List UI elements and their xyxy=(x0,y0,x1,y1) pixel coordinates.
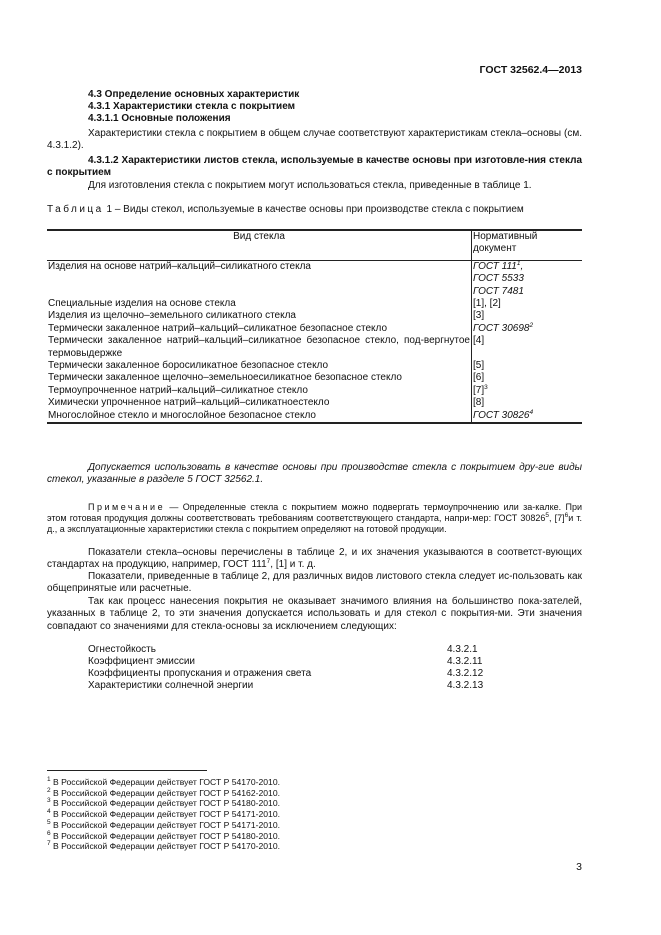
footnote-number: 7 xyxy=(47,840,51,848)
doc-ref: ГОСТ 30826 xyxy=(473,409,530,421)
doc-ref: [6] xyxy=(473,372,485,384)
note-paragraph xyxy=(47,502,582,535)
doc-footnote-ref: 4 xyxy=(529,408,534,416)
footnote-number: 3 xyxy=(47,797,51,805)
page-number: 3 xyxy=(576,861,582,873)
footnote-divider xyxy=(47,770,207,771)
para3-sup: 7 xyxy=(266,558,271,566)
doc-ref: [3] xyxy=(473,310,485,322)
exception-name: Огнестойкость xyxy=(88,644,156,655)
normative-doc-cell xyxy=(472,323,583,335)
normative-doc-cell: ГОСТ $111^1$, ГОСТ 5533 ГОСТ 7481 xyxy=(472,260,583,298)
footnote xyxy=(47,820,280,831)
normative-doc-cell xyxy=(472,372,583,384)
para3-text-a: Показатели стекла–основы перечислены в таблице 2, и их значения указываются в соответст-вующих стандартах на продукцию, например, ГОСТ 111 xyxy=(47,547,582,571)
doc-ref: ГОСТ 5533 xyxy=(473,273,524,285)
glass-type-cell: Термически закаленное натрий–кальций–силикатное безопасное стекло xyxy=(48,322,388,334)
normative-doc-cell xyxy=(472,298,583,310)
footnote xyxy=(47,798,280,809)
footnote-number: 6 xyxy=(47,829,51,837)
footnote-text: В Российской Федерации действует ГОСТ Р 54171-2010. xyxy=(50,819,280,830)
table-row xyxy=(47,310,582,322)
doc-ref: ГОСТ 111 xyxy=(473,260,517,272)
normative-doc-cell xyxy=(472,335,583,360)
note-sup-1: 5 xyxy=(545,512,549,519)
footnote-number: 4 xyxy=(47,808,51,816)
exception-ref: 4.3.2.11 xyxy=(447,656,483,667)
footnote-text: В Российской Федерации действует ГОСТ Р 54180-2010. xyxy=(50,798,280,809)
footnote-number: 1 xyxy=(47,776,51,783)
table-row xyxy=(47,385,582,397)
normative-doc-cell xyxy=(472,410,583,423)
footnote xyxy=(47,777,280,788)
footnote xyxy=(47,788,280,799)
table-row xyxy=(47,323,582,335)
glass-type-cell: Термически закаленное щелочно–земельноесиликатное безопасное стекло xyxy=(48,372,402,384)
doc-ref: ГОСТ 7481 xyxy=(473,285,524,297)
table-row xyxy=(47,298,582,310)
normative-doc-cell xyxy=(472,385,583,397)
para3-text-b: , [1] и т. д. xyxy=(270,559,316,571)
glass-types-table xyxy=(47,229,582,424)
table-caption-text: 1 – Виды стекол, используемые в качестве основы при производстве стекла с покрытием xyxy=(106,204,524,215)
footnote xyxy=(47,831,280,842)
glass-type-cell: Термически закаленное боросиликатное безопасное стекло xyxy=(48,360,329,372)
heading-4-3-1-2: 4.3.1.2 Характеристики листов стекла, используемые в качестве основы при изготовле-ния стекла с покрытием xyxy=(47,155,582,179)
paragraph-characteristics: Характеристики стекла с покрытием в общем случае соответствуют характеристикам стекла–основы (см. 4.3.1.2). xyxy=(47,128,582,152)
table-row xyxy=(47,410,582,423)
table-row xyxy=(47,397,582,409)
heading-4-3-1-1: 4.3.1.1 Основные положения xyxy=(88,113,231,124)
exception-item xyxy=(88,656,508,668)
paragraph-table2: Показатели, приведенные в таблице 2, для различных видов листового стекла следует ис-пользовать как общепринятые или расчетные. xyxy=(47,571,582,595)
normative-doc-cell xyxy=(472,310,583,322)
table-row xyxy=(47,360,582,372)
glass-type-cell: Специальные изделия на основе стекла xyxy=(48,298,236,310)
heading-4-3: 4.3 Определение основных характеристик xyxy=(88,89,300,100)
footnote xyxy=(47,809,280,820)
note-label: Примечание xyxy=(88,502,166,512)
glass-type-cell: Термоупрочненное натрий–кальций–силикатное стекло xyxy=(48,384,308,396)
doc-footnote-ref: 3 xyxy=(484,383,488,391)
glass-type-cell: Термически закаленное натрий–кальций–силикатное безопасное стекло, под-вергнутое термовыдержке xyxy=(48,335,470,359)
note-text-a: — Определенные стекла с покрытием можно подвергать термоупрочнению или за-калке. При этом готовая продукция должны соответствовать требованиям соответствующего стандарта, напри-мер: ГОСТ 30826 xyxy=(47,502,582,523)
exception-ref: 4.3.2.12 xyxy=(447,668,484,679)
doc-ref: [4] xyxy=(473,335,485,347)
exception-name: Характеристики солнечной энергии xyxy=(88,680,254,691)
exception-ref: 4.3.2.13 xyxy=(447,680,484,691)
heading-4-3-1: 4.3.1 Характеристики стекла с покрытием xyxy=(88,101,296,112)
footnote-text: В Российской Федерации действует ГОСТ Р 54170-2010. xyxy=(50,841,280,852)
permit-paragraph: Допускается использовать в качестве основы при производстве стекла с покрытием дру-гие виды стекол, указанные в разделе 5 ГОСТ 32562.1. xyxy=(47,462,582,486)
footnote-text: В Российской Федерации действует ГОСТ Р 54162-2010. xyxy=(50,787,280,798)
exception-name: Коэффициенты пропускания и отражения света xyxy=(88,668,312,679)
glass-type-cell: Химически упрочненное натрий–кальций–силикатноестекло xyxy=(48,397,330,409)
glass-type-cell: Многослойное стекло и многослойное безопасное стекло xyxy=(48,409,316,421)
doc-ref: [7] xyxy=(473,384,485,396)
col-header-normative-doc: Нормативный документ xyxy=(472,230,583,260)
normative-doc-cell xyxy=(472,360,583,372)
table-row xyxy=(47,335,582,360)
doc-ref: ГОСТ 30698 xyxy=(473,322,530,334)
exception-item xyxy=(88,680,508,692)
footnote-text: В Российской Федерации действует ГОСТ Р 54180-2010. xyxy=(50,830,280,841)
table-row xyxy=(47,260,582,298)
footnote-number: 2 xyxy=(47,786,51,794)
footnote-text: В Российской Федерации действует ГОСТ Р 54170-2010. xyxy=(50,777,280,787)
glass-type-cell: Изделия из щелочно–земельного силикатного стекла xyxy=(48,310,296,322)
table-caption xyxy=(47,204,582,216)
exception-ref: 4.3.2.1 xyxy=(447,644,478,655)
exception-name: Коэффициент эмиссии xyxy=(88,656,196,667)
col-header-glass-type: Вид стекла xyxy=(47,230,472,260)
paragraph-coating-process: Так как процесс нанесения покрытия не оказывает значимого влияния на большинство пока-зателей, указанных в таблице 2, то эти значения допускается использовать и для стекол с покрытия-ми. Эти значения совпадают со значениями для стекла-основы за исключением следующих: xyxy=(47,596,582,632)
glass-type-cell: Изделия на основе натрий–кальций–силикатного стекла xyxy=(48,260,311,272)
paragraph-indicators xyxy=(47,547,582,572)
table-caption-label: Таблица xyxy=(47,204,104,215)
note-text-b: , [7] xyxy=(549,513,565,523)
standard-header: ГОСТ 32562.4—2013 xyxy=(479,64,582,76)
doc-footnote-ref: 2 xyxy=(529,321,534,329)
doc-ref: [5] xyxy=(473,360,485,372)
footnote-number: 5 xyxy=(47,818,51,826)
note-sup-2: 6 xyxy=(564,512,569,519)
note-text-c: и т. д., а эксплуатационные характеристики стекла с покрытием определяют на готовой продукции. xyxy=(47,513,583,534)
doc-footnote-ref: 1 xyxy=(516,259,521,267)
doc-ref: [1], [2] xyxy=(473,298,501,310)
footnote xyxy=(47,841,280,852)
footnote-text: В Российской Федерации действует ГОСТ Р 54171-2010. xyxy=(50,809,280,820)
doc-ref: [8] xyxy=(473,397,485,409)
exception-item xyxy=(88,668,508,680)
exception-item xyxy=(88,644,508,656)
table-row xyxy=(47,372,582,384)
paragraph-table-ref: Для изготовления стекла с покрытием могут использоваться стекла, приведенные в таблице 1. xyxy=(88,180,532,191)
normative-doc-cell xyxy=(472,397,583,409)
